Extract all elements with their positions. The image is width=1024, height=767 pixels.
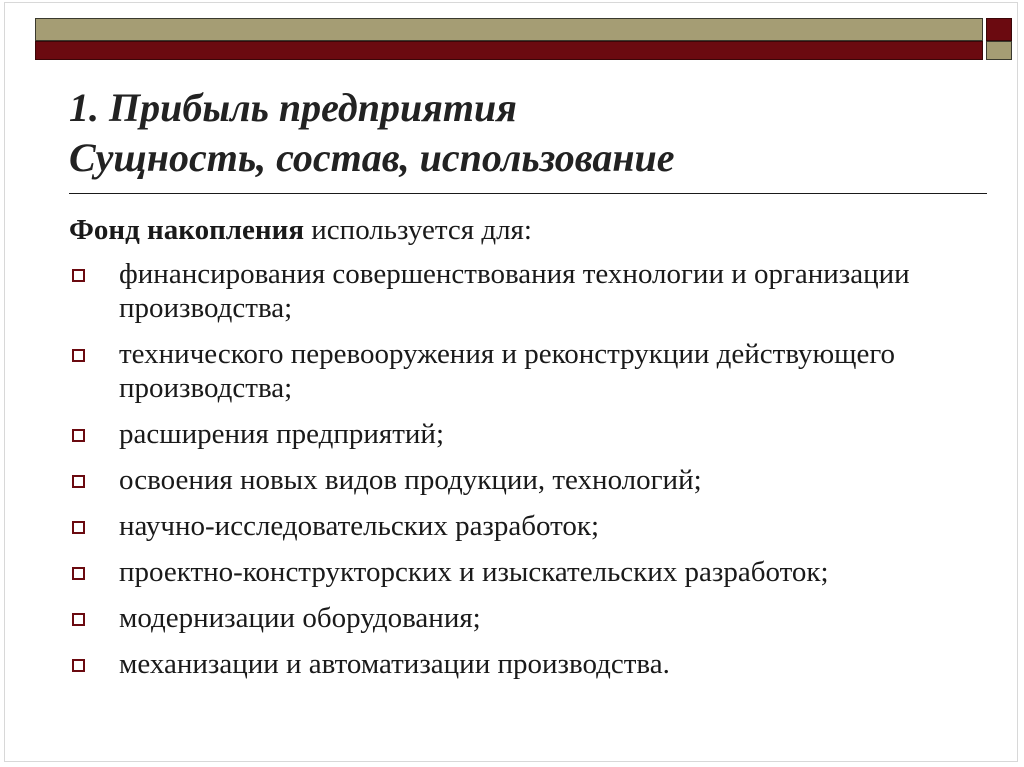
square-bullet-icon	[72, 613, 85, 626]
list-item	[69, 509, 979, 543]
square-bullet-icon	[72, 521, 85, 534]
square-bullet-icon	[72, 659, 85, 672]
list-item	[69, 601, 979, 635]
list-item	[69, 647, 979, 681]
square-bullet-icon	[72, 475, 85, 488]
title-line-2: Сущность, состав, использование	[69, 135, 675, 180]
list-item-text: освоения новых видов продукции, технологий;	[119, 464, 702, 496]
title-line-1: 1. Прибыль предприятия	[69, 85, 517, 130]
slide	[4, 2, 1018, 762]
corner-square-maroon	[986, 18, 1012, 41]
list-item	[69, 417, 979, 451]
bullet-list	[69, 257, 979, 681]
list-item	[69, 337, 979, 405]
list-item-text: технического перевооружения и реконструкции действующего производства;	[119, 338, 896, 404]
corner-square-olive	[986, 41, 1012, 60]
list-item-text: научно-исследовательских разработок;	[119, 510, 600, 542]
title-divider	[69, 193, 987, 194]
intro-text: используется для:	[304, 214, 532, 246]
list-item-text: механизации и автоматизации производства.	[119, 648, 670, 680]
header-bar-maroon	[35, 41, 983, 60]
square-bullet-icon	[72, 567, 85, 580]
list-item-text: расширения предприятий;	[119, 418, 445, 450]
list-item-text: проектно-конструкторских и изыскательских разработок;	[119, 556, 829, 588]
slide-title	[69, 83, 969, 183]
square-bullet-icon	[72, 429, 85, 442]
header-bar-olive	[35, 18, 983, 41]
square-bullet-icon	[72, 269, 85, 282]
list-item	[69, 555, 979, 589]
list-item	[69, 257, 979, 325]
list-item	[69, 463, 979, 497]
list-item-text: модернизации оборудования;	[119, 602, 481, 634]
intro-paragraph	[69, 213, 979, 247]
square-bullet-icon	[72, 349, 85, 362]
intro-bold-term: Фонд накопления	[69, 214, 305, 246]
list-item-text: финансирования совершенствования технологии и организации производства;	[119, 258, 910, 324]
slide-body	[69, 213, 979, 693]
